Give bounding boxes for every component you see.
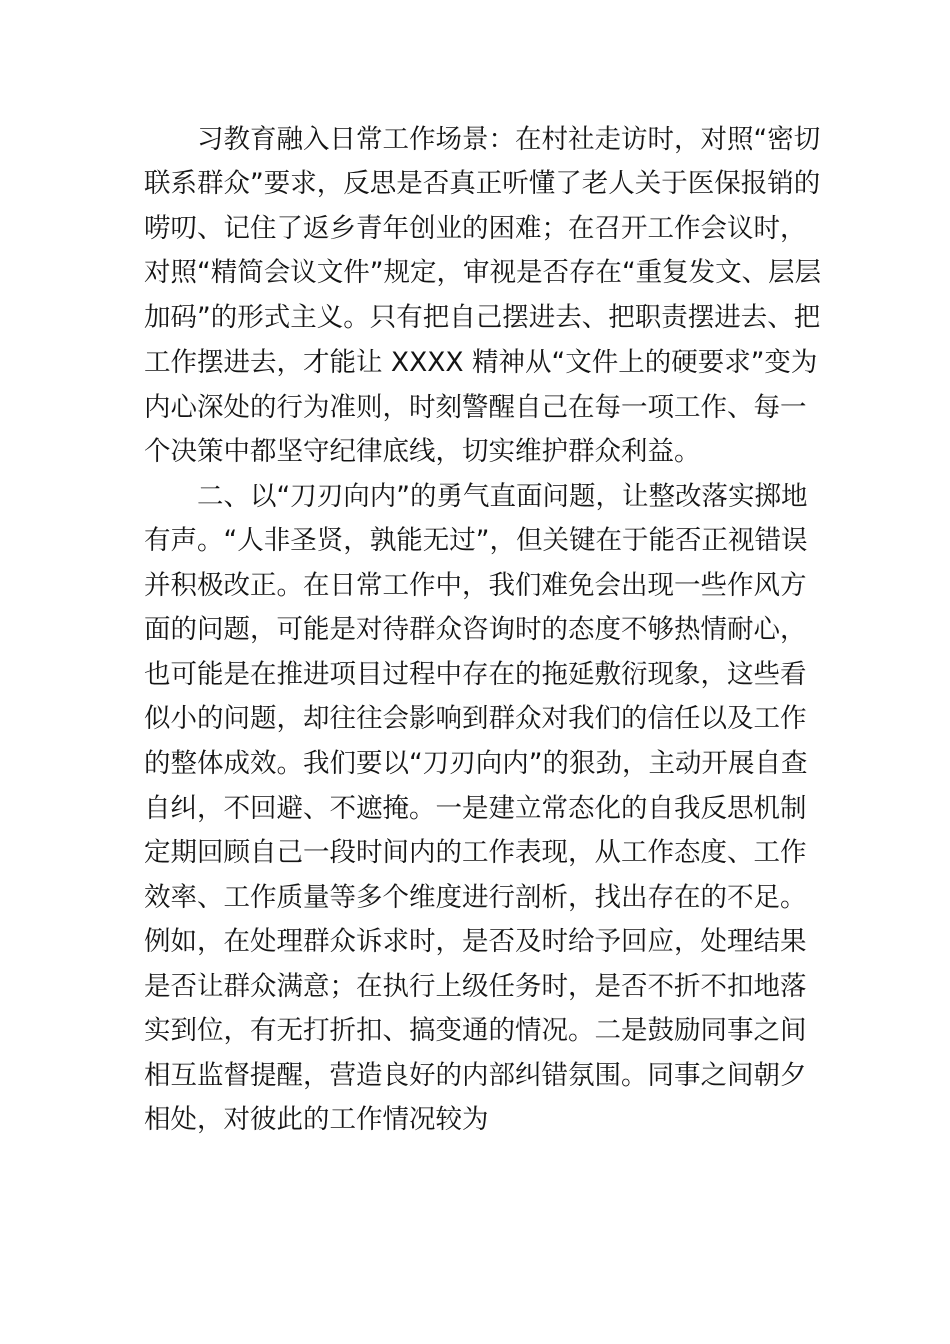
text-line-14: 似小的问题，却往往会影响到群众对我们的信任以及工作	[144, 703, 807, 734]
text-line-9: 二、以“刀刃向内”的勇气直面问题，让整改落实掷地	[197, 481, 808, 512]
text-line-10: 有声。“人非圣贤，孰能无过”，但关键在于能否正视错误	[144, 525, 808, 556]
text-line-8: 个决策中都坚守纪律底线，切实维护群众利益。	[144, 436, 701, 467]
text-line-18: 效率、工作质量等多个维度进行剖析，找出存在的不足。	[144, 882, 807, 913]
text-line-11: 并积极改正。在日常工作中，我们难免会出现一些作风方	[144, 570, 807, 601]
text-line-16: 自纠，不回避、不遮掩。一是建立常态化的自我反思机制	[144, 793, 807, 824]
text-line-19: 例如，在处理群众诉求时，是否及时给予回应，处理结果	[144, 926, 807, 957]
text-line-2: 联系群众”要求，反思是否真正听懂了老人关于医保报销的	[144, 168, 821, 199]
text-line-7: 内心深处的行为准则，时刻警醒自己在每一项工作、每一	[144, 392, 807, 423]
text-line-6: 工作摆进去，才能让 XXXX 精神从“文件上的硬要求”变为	[144, 347, 818, 378]
text-line-20: 是否让群众满意；在执行上级任务时，是否不折不扣地落	[144, 971, 807, 1002]
text-line-13: 也可能是在推进项目过程中存在的拖延敷衍现象，这些看	[144, 659, 807, 690]
text-line-1: 习教育融入日常工作场景：在村社走访时，对照“密切	[197, 124, 821, 155]
text-line-4: 对照“精简会议文件”规定，审视是否存在“重复发文、层层	[144, 257, 822, 288]
text-line-17: 定期回顾自己一段时间内的工作表现，从工作态度、工作	[144, 837, 807, 868]
text-line-21: 实到位，有无打折扣、搞变通的情况。二是鼓励同事之间	[144, 1015, 807, 1046]
text-line-5: 加码”的形式主义。只有把自己摆进去、把职责摆进去、把	[144, 302, 821, 333]
text-line-12: 面的问题，可能是对待群众咨询时的态度不够热情耐心，	[144, 614, 807, 645]
text-line-15: 的整体成效。我们要以“刀刃向内”的狠劲，主动开展自查	[144, 748, 808, 779]
text-line-3: 唠叨、记住了返乡青年创业的困难；在召开工作会议时，	[144, 213, 807, 244]
text-line-23: 相处，对彼此的工作情况较为	[144, 1104, 489, 1135]
text-line-22: 相互监督提醒，营造良好的内部纠错氛围。同事之间朝夕	[144, 1060, 807, 1091]
